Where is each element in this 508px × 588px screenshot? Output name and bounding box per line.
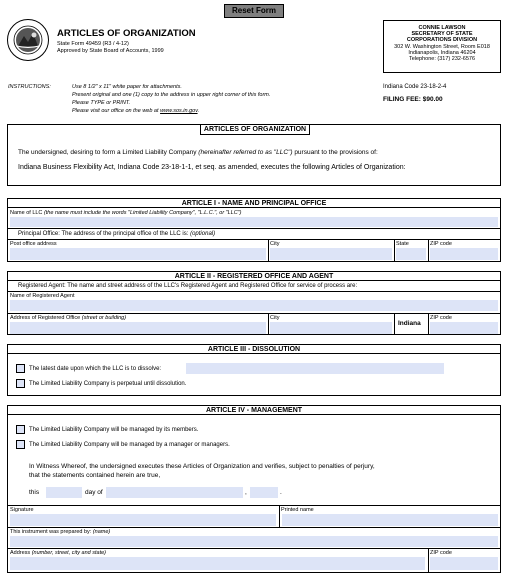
article-3-section (7, 344, 501, 396)
agent-name-input[interactable] (10, 300, 498, 311)
city-input[interactable] (270, 248, 392, 260)
agent-zip-input[interactable] (430, 322, 498, 334)
principal-office-label-b: (optional) (190, 231, 216, 237)
perpetual-label: The Limited Liability Company is perpetual until dissolution. (29, 381, 187, 387)
form-number: State Form 49459 (R3 / 4-12) (57, 41, 129, 47)
instruction-line-2: Present original and one (1) copy to the address in upper right corner of this form. (72, 92, 271, 98)
preparer-zip-input[interactable] (430, 557, 498, 570)
member-managed-checkbox[interactable] (16, 425, 25, 434)
zip-input[interactable] (430, 248, 498, 260)
dissolve-date-label: The latest date upon which the LLC is to dissolve: (29, 366, 162, 372)
this-label: this (29, 489, 40, 496)
city-label: City (270, 241, 280, 247)
articles-act-text: Indiana Business Flexibility Act, Indiana Code 23-18-1-1, et seq. as amended, executes the following Articles of Organization: (18, 164, 406, 171)
principal-office-label-a: Principal Office: The address of the principal office of the LLC is: (18, 231, 191, 237)
llc-name-label-b: (the name must include the words "Limited Liability Company", "L.L.C.", or "LLC") (43, 210, 242, 216)
principal-office-label (18, 230, 215, 238)
articles-section-title: ARTICLES OF ORGANIZATION (200, 125, 310, 135)
address-street: 302 W. Washington Street, Room E018 (394, 43, 490, 50)
article-4-section (7, 405, 501, 573)
address-phone: Telephone: (317) 232-6576 (408, 56, 476, 63)
form-title: ARTICLES OF ORGANIZATION (57, 28, 196, 39)
preparer-address-label-a: Address (10, 550, 32, 556)
address-box (383, 20, 501, 73)
date-comma: , (245, 489, 247, 496)
prepared-by-input[interactable] (10, 536, 498, 547)
address-city: Indianapolis, Indiana 46204 (408, 49, 476, 56)
po-address-label: Post office address (10, 241, 57, 247)
article-3-title: ARTICLE III - DISSOLUTION (7, 344, 501, 354)
agent-zip-label: ZIP code (430, 315, 452, 321)
reset-form-button[interactable]: Reset Form (224, 4, 284, 18)
agent-city-label: City (270, 315, 280, 321)
state-label: State (396, 241, 409, 247)
article-2-title: ARTICLE II - REGISTERED OFFICE AND AGENT (7, 271, 501, 281)
day-input[interactable] (46, 487, 82, 498)
address-office: SECRETARY OF STATE (411, 31, 473, 38)
registered-agent-text: Registered Agent: The name and street address of the LLC's Registered Agent and Registered Office for service of process are: (18, 283, 358, 289)
preparer-address-label (10, 550, 106, 556)
registered-office-label-b: (street or building) (81, 315, 127, 321)
sos-website-link[interactable]: www.sos.in.gov (160, 108, 198, 114)
article-2-section (7, 271, 501, 335)
month-input[interactable] (106, 487, 243, 498)
signature-label: Signature (10, 507, 34, 513)
filing-fee: FILING FEE: $90.00 (383, 96, 443, 103)
article-1-section (7, 198, 501, 262)
article-4-title: ARTICLE IV - MANAGEMENT (7, 405, 501, 415)
approved-text: Approved by State Board of Accounts, 1999 (57, 48, 164, 54)
address-division: CORPORATIONS DIVISION (406, 37, 478, 44)
state-seal-logo (6, 18, 50, 62)
instruction-line-4-suffix: . (197, 108, 200, 114)
address-name: CONNIE LAWSON (418, 25, 466, 31)
instruction-line-3: Please TYPE or PRINT. (72, 100, 131, 106)
printed-name-label: Printed name (281, 507, 314, 513)
llc-name-label (10, 210, 242, 216)
registered-office-input[interactable] (10, 322, 266, 334)
preparer-address-label-b: (number, street, city and state) (31, 550, 107, 556)
agent-state-value: Indiana (398, 320, 421, 327)
agent-city-input[interactable] (270, 322, 392, 334)
preparer-address-input[interactable] (10, 557, 425, 570)
state-input[interactable] (396, 248, 426, 260)
articles-intro-a: The undersigned, desiring to form a Limited Liability Company (18, 149, 199, 156)
manager-managed-label: The Limited Liability Company will be managed by a manager or managers. (29, 442, 230, 448)
registered-office-label (10, 315, 126, 321)
witness-text-2: that the statements contained herein are true, (29, 472, 161, 479)
preparer-zip-label: ZIP code (430, 550, 452, 556)
member-managed-label: The Limited Liability Company will be managed by its members. (29, 427, 199, 433)
llc-name-input[interactable] (10, 217, 498, 227)
prepared-by-label (10, 529, 110, 535)
prepared-by-label-a: This instrument was prepared by: (10, 529, 93, 535)
year-input[interactable] (250, 487, 278, 498)
articles-section (7, 124, 501, 186)
registered-office-label-a: Address of Registered Office (10, 315, 82, 321)
po-address-input[interactable] (10, 248, 266, 260)
articles-intro-text (18, 149, 378, 157)
instructions-label: INSTRUCTIONS: (8, 84, 51, 90)
indiana-code: Indiana Code 23-18-2-4 (383, 84, 447, 90)
zip-label: ZIP code (430, 241, 452, 247)
instruction-line-4 (72, 108, 199, 114)
perpetual-checkbox[interactable] (16, 379, 25, 388)
dissolve-date-checkbox[interactable] (16, 364, 25, 373)
prepared-by-label-b: (name) (92, 529, 111, 535)
manager-managed-checkbox[interactable] (16, 440, 25, 449)
articles-intro-b: (hereinafter referred to as "LLC") (198, 149, 293, 156)
date-period: . (280, 489, 282, 496)
articles-intro-c: pursuant to the provisions of: (292, 149, 378, 156)
day-of-label: day of (85, 489, 103, 496)
article-1-title: ARTICLE I - NAME AND PRINCIPAL OFFICE (7, 198, 501, 208)
instruction-line-4-prefix: Please visit our office on the web at (72, 108, 161, 114)
signature-input[interactable] (10, 514, 276, 526)
agent-name-label: Name of Registered Agent (10, 293, 75, 299)
witness-text-1: In Witness Whereof, the undersigned executes these Articles of Organization and verifies, subject to penalties of perjury, (29, 463, 375, 470)
llc-name-label-a: Name of LLC (10, 210, 44, 216)
dissolve-date-input[interactable] (186, 363, 444, 374)
printed-name-input[interactable] (282, 514, 498, 526)
instruction-line-1: Use 8 1/2" x 11" white paper for attachments. (72, 84, 182, 90)
